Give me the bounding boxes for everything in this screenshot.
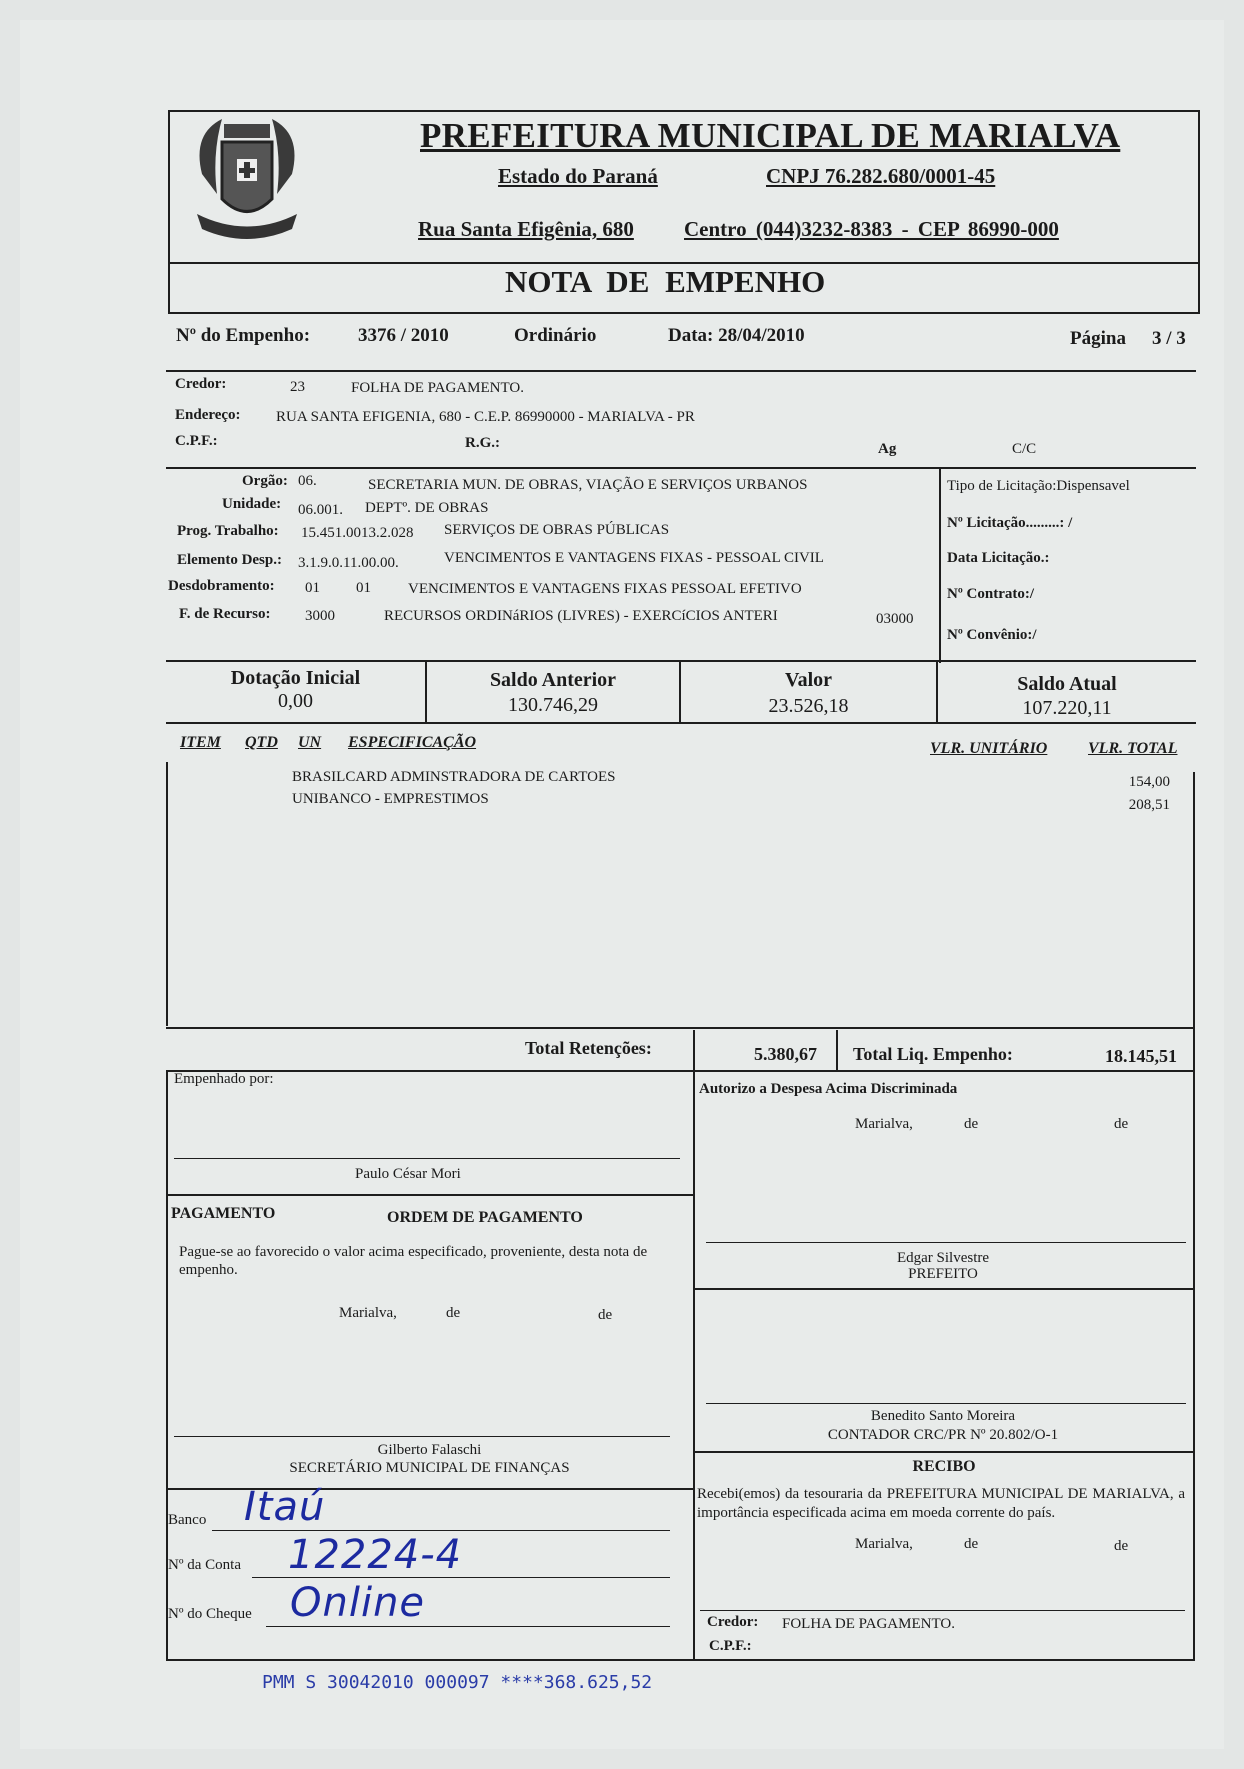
unidade-code: 06.001. [298,502,343,518]
cpf-label: C.P.F.: [175,433,218,449]
total-retencoes-value: 5.380,67 [754,1044,817,1064]
recibo-texto: Recebi(emos) da tesouraria da PREFEITURA MUNICIPAL DE MARIALVA, a importância especificada acima em moeda corrente do país. [697,1486,1185,1521]
dotacao-inicial-value: 0,00 [278,690,313,712]
pagamento-local: Marialva, [339,1305,397,1321]
orgao-name: SECRETARIA MUN. DE OBRAS, VIAÇÃO E SERVIÇOS URBANOS [368,477,808,493]
saldo-atual-label: Saldo Atual [1017,673,1117,695]
item-row-1-desc: BRASILCARD ADMINSTRADORA DE CARTOES [292,769,616,785]
cheque-label: Nº do Cheque [168,1606,252,1622]
ordem-pagamento-label: ORDEM DE PAGAMENTO [387,1209,583,1226]
pagamento-texto: Pague-se ao favorecido o valor acima especificado, proveniente, desta nota de empenho. [179,1244,648,1278]
elemento-code: 3.1.9.0.11.00.00. [298,555,399,571]
empenhado-nome: Paulo César Mori [355,1166,461,1182]
processing-stamp: PMM S 30042010 000097 ****368.625,52 [262,1672,653,1693]
autorizo-de-1: de [964,1116,979,1132]
page-label: Página [1070,328,1126,349]
valor-value: 23.526,18 [768,695,849,717]
contrato-number: Nº Contrato:/ [947,586,1035,602]
conta-label: Nº da Conta [168,1557,241,1573]
secretario-cargo: SECRETÁRIO MUNICIPAL DE FINANÇAS [289,1460,570,1476]
dotacao-inicial-label: Dotação Inicial [230,667,361,689]
cheque-handwritten: Online [290,1580,426,1626]
items-header-vlr-unitario: VLR. UNITÁRIO [930,740,1048,757]
items-header-qtd: QTD [245,734,278,751]
document-title: NOTA DE EMPENHO [505,264,826,299]
credor-name: FOLHA DE PAGAMENTO. [351,380,524,396]
saldo-anterior-label: Saldo Anterior [489,669,617,691]
licitacao-date: Data Licitação.: [947,550,1050,566]
page-number: 3 / 3 [1152,328,1186,349]
prefeito-cargo: PREFEITO [908,1266,978,1282]
desdobramento-code-2: 01 [356,580,371,596]
header-cnpj: CNPJ 76.282.680/0001-45 [766,164,996,188]
secretario-nome: Gilberto Falaschi [377,1442,482,1458]
header-state: Estado do Paraná [498,164,658,188]
saldo-anterior-value: 130.746,29 [508,694,598,716]
conta-corrente-label: C/C [1012,441,1037,457]
pagamento-de-1: de [446,1305,461,1321]
banco-label: Banco [168,1512,207,1528]
recurso-name: RECURSOS ORDINáRIOS (LIVRES) - EXERCíCIOS ANTERI [384,608,778,624]
recibo-cpf-label: C.P.F.: [709,1638,752,1654]
endereco-value: RUA SANTA EFIGENIA, 680 - C.E.P. 86990000 - MARIALVA - PR [276,409,695,425]
empenho-number-label: Nº do Empenho: [176,325,311,346]
licitacao-number: Nº Licitação.........: / [947,515,1073,531]
recurso-label: F. de Recurso: [179,606,271,622]
items-header-vlr-total: VLR. TOTAL [1088,740,1178,757]
contador-nome: Benedito Santo Moreira [870,1408,1016,1424]
rg-label: R.G.: [465,435,500,451]
orgao-code: 06. [298,473,317,489]
recurso-code: 3000 [305,608,335,624]
orgao-label: Orgão: [242,473,288,489]
recibo-local: Marialva, [855,1536,913,1552]
total-retencoes-label: Total Retenções: [525,1038,652,1058]
desdobramento-code-1: 01 [305,580,320,596]
elemento-name: VENCIMENTOS E VANTAGENS FIXAS - PESSOAL CIVIL [444,550,824,566]
licitacao-type-text: Tipo de Licitação:Dispensavel [947,478,1130,494]
credor-label: Credor: [175,376,227,392]
agencia-label: Ag [878,441,897,457]
recibo-credor: FOLHA DE PAGAMENTO. [782,1616,955,1632]
licitacao-type [947,478,1130,495]
header-address: Centro (044)3232-8383 - CEP 86990-000 [684,217,1059,241]
recibo-credor-label: Credor: [707,1614,759,1630]
convenio-number: Nº Convênio:/ [947,627,1037,643]
items-header-un: UN [298,734,322,751]
autorizo-local: Marialva, [855,1116,913,1132]
empenhado-label: Empenhado por: [174,1071,274,1087]
header-title: PREFEITURA MUNICIPAL DE MARIALVA [420,116,1121,155]
recibo-label: RECIBO [912,1458,976,1475]
recibo-de-2: de [1114,1538,1129,1554]
desdobramento-label: Desdobramento: [168,578,275,594]
recibo-de-1: de [964,1536,979,1552]
empenho-date: Data: 28/04/2010 [668,325,805,346]
pagamento-de-2: de [598,1307,613,1323]
valor-label: Valor [784,669,833,691]
unidade-label: Unidade: [222,496,282,512]
unidade-name: DEPTº. DE OBRAS [365,500,489,516]
programa-label: Prog. Trabalho: [177,523,279,539]
items-header-especificacao: ESPECIFICAÇÃO [348,734,477,751]
prefeito-nome: Edgar Silvestre [896,1250,990,1266]
item-row-2-desc: UNIBANCO - EMPRESTIMOS [292,791,489,807]
contador-cargo: CONTADOR CRC/PR Nº 20.802/O-1 [827,1427,1059,1443]
autorizo-de-2: de [1114,1116,1129,1132]
banco-handwritten: Itaú [244,1484,326,1530]
autorizo-label: Autorizo a Despesa Acima Discriminada [699,1081,958,1097]
endereco-label: Endereço: [175,407,241,423]
coat-of-arms-logo [182,104,312,254]
desdobramento-name: VENCIMENTOS E VANTAGENS FIXAS PESSOAL EFETIVO [408,581,802,597]
items-header-item: ITEM [180,734,221,751]
pagamento-label: PAGAMENTO [171,1205,276,1222]
empenho-number: 3376 / 2010 [358,325,449,346]
header-street: Rua Santa Efigênia, 680 [418,217,634,241]
item-row-1-total: 154,00 [1128,774,1170,790]
saldo-atual-value: 107.220,11 [1022,697,1112,719]
conta-handwritten: 12224-4 [288,1532,463,1578]
total-liquido-label: Total Liq. Empenho: [853,1044,1013,1064]
empenho-type: Ordinário [514,325,597,346]
recurso-number: 03000 [876,611,914,627]
elemento-label: Elemento Desp.: [177,552,282,568]
item-row-2-total: 208,51 [1128,797,1170,813]
total-liquido-value: 18.145,51 [1105,1046,1177,1066]
credor-code: 23 [290,379,305,395]
programa-name: SERVIÇOS DE OBRAS PÚBLICAS [444,522,670,538]
programa-code: 15.451.0013.2.028 [301,525,414,541]
